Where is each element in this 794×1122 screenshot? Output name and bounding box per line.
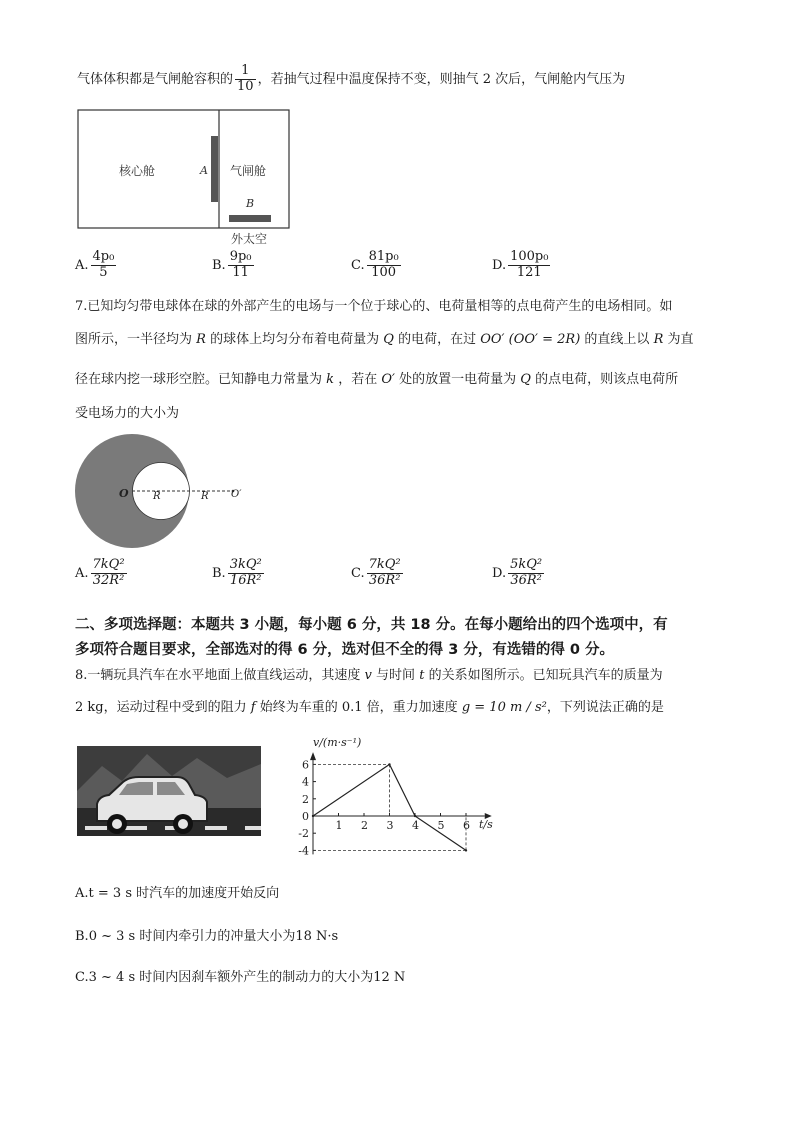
q8-line-1: 8.一辆玩具汽车在水平地面上做直线运动，其速度 v 与时间 t 的关系如图所示。已知玩具汽车的质量为 (75, 668, 663, 683)
chart-x-tick-label: 3 (386, 819, 394, 832)
q8-option-c: C.3 ~ 4 s 时间内因刹车额外产生的制动力的大小为12 N (75, 970, 406, 985)
label-r1: R (153, 491, 161, 502)
chart-y-tick-label: 2 (302, 792, 309, 806)
section-2-heading-line-1: 二、多项选择题：本题共 3 小题，每小题 6 分，共 18 分。在每小题给出的四个选项中，有 (75, 617, 668, 633)
q7-line-3: 径在球内挖一球形空腔。已知静电力常量为 k ，若在 O′ 处的放置一电荷量为 Q 的点电荷，则该点电荷所 (75, 372, 679, 387)
toy-car-illustration (77, 746, 261, 836)
chart-x-tick-label: 6 (463, 819, 470, 832)
chart-y-axis-label: v/(m·s⁻¹) (313, 736, 362, 749)
q8-line-2: 2 kg，运动过程中受到的阻力 f 始终为车重的 0.1 倍，重力加速度 g = 10 m / s²，下列说法正确的是 (75, 700, 664, 715)
q6-airlock-figure (77, 108, 292, 248)
section-2-heading-line-2: 多项符合题目要求，全部选对的得 6 分，选对但不全的得 3 分，有选错的得 0 分。 (75, 642, 615, 658)
label-o: O (119, 487, 129, 500)
hatch-a (211, 136, 218, 202)
q6-option-c: C. $\frac{\text{81p₀}}{100}$ (351, 249, 399, 280)
q6-stem-fraction: $\frac{1}{10}$ (237, 63, 254, 94)
chart-y-tick-label: 4 (302, 775, 309, 789)
chart-y-tick-label: 0 (302, 810, 309, 823)
chart-data-point (388, 763, 390, 765)
label-outer-space: 外太空 (231, 232, 268, 246)
chart-x-tick-label: 1 (335, 819, 343, 832)
q6-option-b: B. $\frac{\text{9p₀}}{11}$ (212, 249, 252, 280)
toy-car-photo (77, 746, 261, 836)
q6-option-a: A. $\frac{\text{4p₀}}{5}$ (75, 249, 115, 280)
label-r2: R (201, 491, 209, 502)
label-core-module: 核心舱 (119, 164, 156, 178)
chart-x-tick-label: 5 (437, 819, 445, 832)
q7-option-c: C. $\frac{\text{7kQ²}}{\text{36R²}}$ (351, 557, 401, 588)
chart-y-tick-label: -4 (298, 844, 309, 858)
chart-data-point (465, 849, 467, 851)
q7-option-d: D. $\frac{\text{5kQ²}}{\text{36R²}}$ (492, 557, 543, 588)
q7-line-2: 图所示，一半径均为 R 的球体上均匀分布着电荷量为 Q 的电荷，在过 OO′ (OO′ = 2R) 的直线上以 R 为直 (75, 332, 694, 347)
q7-line-4: 受电场力的大小为 (75, 406, 180, 421)
q7-sphere-figure (75, 428, 265, 548)
chart-x-tick-label: 2 (361, 819, 368, 832)
spherical-cavity (133, 463, 190, 520)
label-airlock: 气闸舱 (230, 164, 267, 178)
hatch-b (229, 215, 271, 222)
chart-y-tick-label: 6 (302, 758, 309, 772)
chart-data-point (414, 815, 416, 817)
q7-option-b: B. $\frac{\text{3kQ²}}{\text{16R²}}$ (212, 557, 262, 588)
chart-y-arrow (310, 752, 316, 760)
chart-x-tick-label: 4 (412, 819, 419, 832)
q8-option-b: B.0 ~ 3 s 时间内牵引力的冲量大小为18 N·s (75, 929, 339, 944)
chart-y-tick-label: -2 (298, 827, 309, 841)
q8-option-a: A.t = 3 s 时汽车的加速度开始反向 (75, 886, 280, 901)
label-hatch-a: A (200, 164, 208, 177)
q6-option-d: D. $\frac{\text{100p₀}}{121}$ (492, 249, 549, 280)
chart-data-point (312, 815, 314, 817)
velocity-time-chart (283, 732, 513, 862)
label-o-prime: O′ (231, 489, 242, 500)
chart-x-axis-label: t/s (479, 818, 493, 831)
label-hatch-b: B (246, 197, 255, 210)
q6-stem: 气体体积都是气闸舱容积的 $\frac{1}{10}$ ，若抽气过程中温度保持不变，则抽气 2 次后，气闸舱内气压为 (77, 63, 626, 94)
q7-line-1: 7.已知均匀带电球体在球的外部产生的电场与一个位于球心的、电荷量相等的点电荷产生的电场相同。如 (75, 299, 673, 314)
q7-option-a: A. $\frac{\text{7kQ²}}{\text{32R²}}$ (75, 557, 125, 588)
